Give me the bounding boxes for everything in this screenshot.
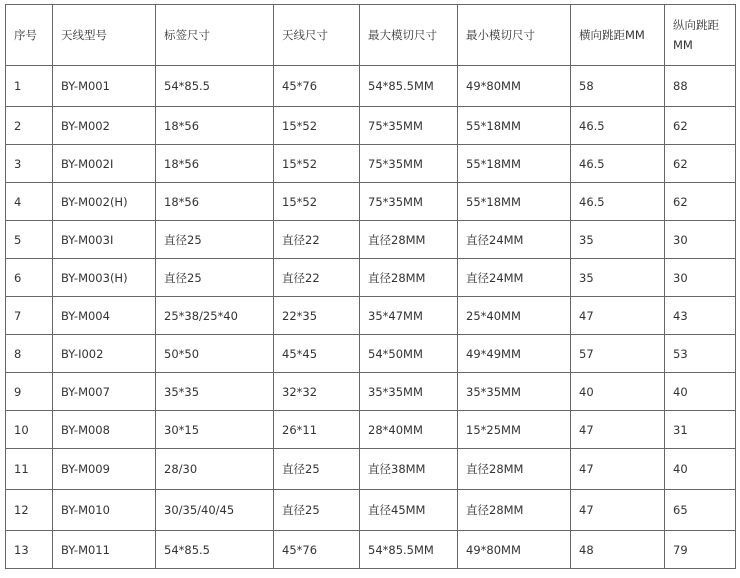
cell-min-die-cut: 直径28MM bbox=[458, 490, 571, 531]
cell-label-size: 30*15 bbox=[156, 411, 274, 449]
cell-index: 2 bbox=[6, 107, 53, 145]
cell-antenna-model: BY-M002I bbox=[53, 145, 156, 183]
cell-vertical-pitch: 43 bbox=[665, 297, 736, 335]
cell-index: 4 bbox=[6, 183, 53, 221]
cell-vertical-pitch: 62 bbox=[665, 145, 736, 183]
cell-vertical-pitch: 40 bbox=[665, 373, 736, 411]
cell-antenna-size: 45*76 bbox=[274, 531, 360, 569]
table-row bbox=[6, 335, 736, 373]
cell-horizontal-pitch: 57 bbox=[571, 335, 665, 373]
cell-max-die-cut: 直径28MM bbox=[360, 221, 458, 259]
cell-antenna-size: 15*52 bbox=[274, 145, 360, 183]
cell-max-die-cut: 28*40MM bbox=[360, 411, 458, 449]
cell-label-size: 18*56 bbox=[156, 107, 274, 145]
header-cell-index: 序号 bbox=[6, 5, 53, 66]
cell-horizontal-pitch: 47 bbox=[571, 490, 665, 531]
cell-max-die-cut: 75*35MM bbox=[360, 183, 458, 221]
cell-index: 9 bbox=[6, 373, 53, 411]
table-header-row bbox=[6, 5, 736, 66]
cell-horizontal-pitch: 46.5 bbox=[571, 183, 665, 221]
table-row bbox=[6, 107, 736, 145]
cell-label-size: 54*85.5 bbox=[156, 66, 274, 107]
cell-horizontal-pitch: 47 bbox=[571, 411, 665, 449]
cell-antenna-size: 32*32 bbox=[274, 373, 360, 411]
cell-horizontal-pitch: 58 bbox=[571, 66, 665, 107]
cell-antenna-model: BY-M011 bbox=[53, 531, 156, 569]
table-row bbox=[6, 183, 736, 221]
cell-horizontal-pitch: 46.5 bbox=[571, 107, 665, 145]
cell-antenna-model: BY-M002(H) bbox=[53, 183, 156, 221]
cell-label-size: 18*56 bbox=[156, 145, 274, 183]
cell-antenna-model: BY-M004 bbox=[53, 297, 156, 335]
cell-vertical-pitch: 62 bbox=[665, 183, 736, 221]
header-cell-antenna-model: 天线型号 bbox=[53, 5, 156, 66]
cell-max-die-cut: 35*35MM bbox=[360, 373, 458, 411]
cell-vertical-pitch: 30 bbox=[665, 259, 736, 297]
cell-antenna-size: 15*52 bbox=[274, 183, 360, 221]
cell-antenna-size: 22*35 bbox=[274, 297, 360, 335]
header-cell-min-die-cut: 最小模切尺寸 bbox=[458, 5, 571, 66]
cell-index: 12 bbox=[6, 490, 53, 531]
cell-index: 5 bbox=[6, 221, 53, 259]
cell-antenna-size: 直径25 bbox=[274, 490, 360, 531]
cell-max-die-cut: 直径38MM bbox=[360, 449, 458, 490]
table-row bbox=[6, 373, 736, 411]
cell-index: 6 bbox=[6, 259, 53, 297]
cell-index: 10 bbox=[6, 411, 53, 449]
cell-index: 13 bbox=[6, 531, 53, 569]
cell-min-die-cut: 直径24MM bbox=[458, 259, 571, 297]
cell-antenna-size: 45*45 bbox=[274, 335, 360, 373]
cell-max-die-cut: 直径28MM bbox=[360, 259, 458, 297]
cell-antenna-size: 直径25 bbox=[274, 449, 360, 490]
cell-vertical-pitch: 40 bbox=[665, 449, 736, 490]
cell-vertical-pitch: 53 bbox=[665, 335, 736, 373]
cell-horizontal-pitch: 47 bbox=[571, 449, 665, 490]
cell-index: 8 bbox=[6, 335, 53, 373]
cell-label-size: 50*50 bbox=[156, 335, 274, 373]
cell-max-die-cut: 54*85.5MM bbox=[360, 66, 458, 107]
cell-max-die-cut: 54*85.5MM bbox=[360, 531, 458, 569]
cell-antenna-model: BY-M002 bbox=[53, 107, 156, 145]
cell-vertical-pitch: 31 bbox=[665, 411, 736, 449]
cell-antenna-model: BY-M008 bbox=[53, 411, 156, 449]
cell-min-die-cut: 直径24MM bbox=[458, 221, 571, 259]
table-body bbox=[6, 5, 736, 569]
cell-horizontal-pitch: 35 bbox=[571, 221, 665, 259]
header-cell-horizontal-pitch: 横向跳距MM bbox=[571, 5, 665, 66]
cell-index: 3 bbox=[6, 145, 53, 183]
cell-label-size: 直径25 bbox=[156, 259, 274, 297]
cell-vertical-pitch: 88 bbox=[665, 66, 736, 107]
cell-index: 11 bbox=[6, 449, 53, 490]
cell-label-size: 35*35 bbox=[156, 373, 274, 411]
cell-min-die-cut: 35*35MM bbox=[458, 373, 571, 411]
cell-vertical-pitch: 65 bbox=[665, 490, 736, 531]
cell-label-size: 28/30 bbox=[156, 449, 274, 490]
cell-antenna-size: 直径22 bbox=[274, 221, 360, 259]
cell-antenna-size: 15*52 bbox=[274, 107, 360, 145]
header-cell-antenna-size: 天线尺寸 bbox=[274, 5, 360, 66]
cell-antenna-model: BY-I002 bbox=[53, 335, 156, 373]
cell-antenna-model: BY-M003(H) bbox=[53, 259, 156, 297]
cell-horizontal-pitch: 40 bbox=[571, 373, 665, 411]
cell-min-die-cut: 55*18MM bbox=[458, 107, 571, 145]
cell-antenna-size: 直径22 bbox=[274, 259, 360, 297]
header-cell-vertical-pitch: 纵向跳距MM bbox=[665, 5, 736, 66]
cell-min-die-cut: 15*25MM bbox=[458, 411, 571, 449]
header-cell-label-size: 标签尺寸 bbox=[156, 5, 274, 66]
table-row bbox=[6, 297, 736, 335]
cell-label-size: 25*38/25*40 bbox=[156, 297, 274, 335]
cell-max-die-cut: 75*35MM bbox=[360, 107, 458, 145]
cell-antenna-size: 45*76 bbox=[274, 66, 360, 107]
cell-min-die-cut: 49*49MM bbox=[458, 335, 571, 373]
cell-min-die-cut: 55*18MM bbox=[458, 183, 571, 221]
table-row bbox=[6, 66, 736, 107]
header-cell-max-die-cut: 最大模切尺寸 bbox=[360, 5, 458, 66]
cell-antenna-model: BY-M003I bbox=[53, 221, 156, 259]
cell-label-size: 直径25 bbox=[156, 221, 274, 259]
cell-horizontal-pitch: 47 bbox=[571, 297, 665, 335]
cell-horizontal-pitch: 46.5 bbox=[571, 145, 665, 183]
cell-horizontal-pitch: 35 bbox=[571, 259, 665, 297]
cell-min-die-cut: 直径28MM bbox=[458, 449, 571, 490]
table-row bbox=[6, 411, 736, 449]
table-row bbox=[6, 145, 736, 183]
cell-max-die-cut: 直径45MM bbox=[360, 490, 458, 531]
cell-label-size: 30/35/40/45 bbox=[156, 490, 274, 531]
cell-max-die-cut: 75*35MM bbox=[360, 145, 458, 183]
cell-antenna-model: BY-M010 bbox=[53, 490, 156, 531]
cell-index: 1 bbox=[6, 66, 53, 107]
cell-min-die-cut: 49*80MM bbox=[458, 531, 571, 569]
table-row bbox=[6, 449, 736, 490]
cell-min-die-cut: 49*80MM bbox=[458, 66, 571, 107]
cell-max-die-cut: 35*47MM bbox=[360, 297, 458, 335]
cell-label-size: 18*56 bbox=[156, 183, 274, 221]
cell-antenna-size: 26*11 bbox=[274, 411, 360, 449]
cell-index: 7 bbox=[6, 297, 53, 335]
table-row bbox=[6, 259, 736, 297]
table-row bbox=[6, 490, 736, 531]
cell-horizontal-pitch: 48 bbox=[571, 531, 665, 569]
cell-label-size: 54*85.5 bbox=[156, 531, 274, 569]
cell-antenna-model: BY-M009 bbox=[53, 449, 156, 490]
cell-min-die-cut: 25*40MM bbox=[458, 297, 571, 335]
cell-vertical-pitch: 79 bbox=[665, 531, 736, 569]
cell-min-die-cut: 55*18MM bbox=[458, 145, 571, 183]
cell-vertical-pitch: 62 bbox=[665, 107, 736, 145]
cell-vertical-pitch: 30 bbox=[665, 221, 736, 259]
cell-antenna-model: BY-M007 bbox=[53, 373, 156, 411]
table-row bbox=[6, 531, 736, 569]
cell-antenna-model: BY-M001 bbox=[53, 66, 156, 107]
table-row bbox=[6, 221, 736, 259]
spec-table bbox=[5, 4, 736, 569]
cell-max-die-cut: 54*50MM bbox=[360, 335, 458, 373]
